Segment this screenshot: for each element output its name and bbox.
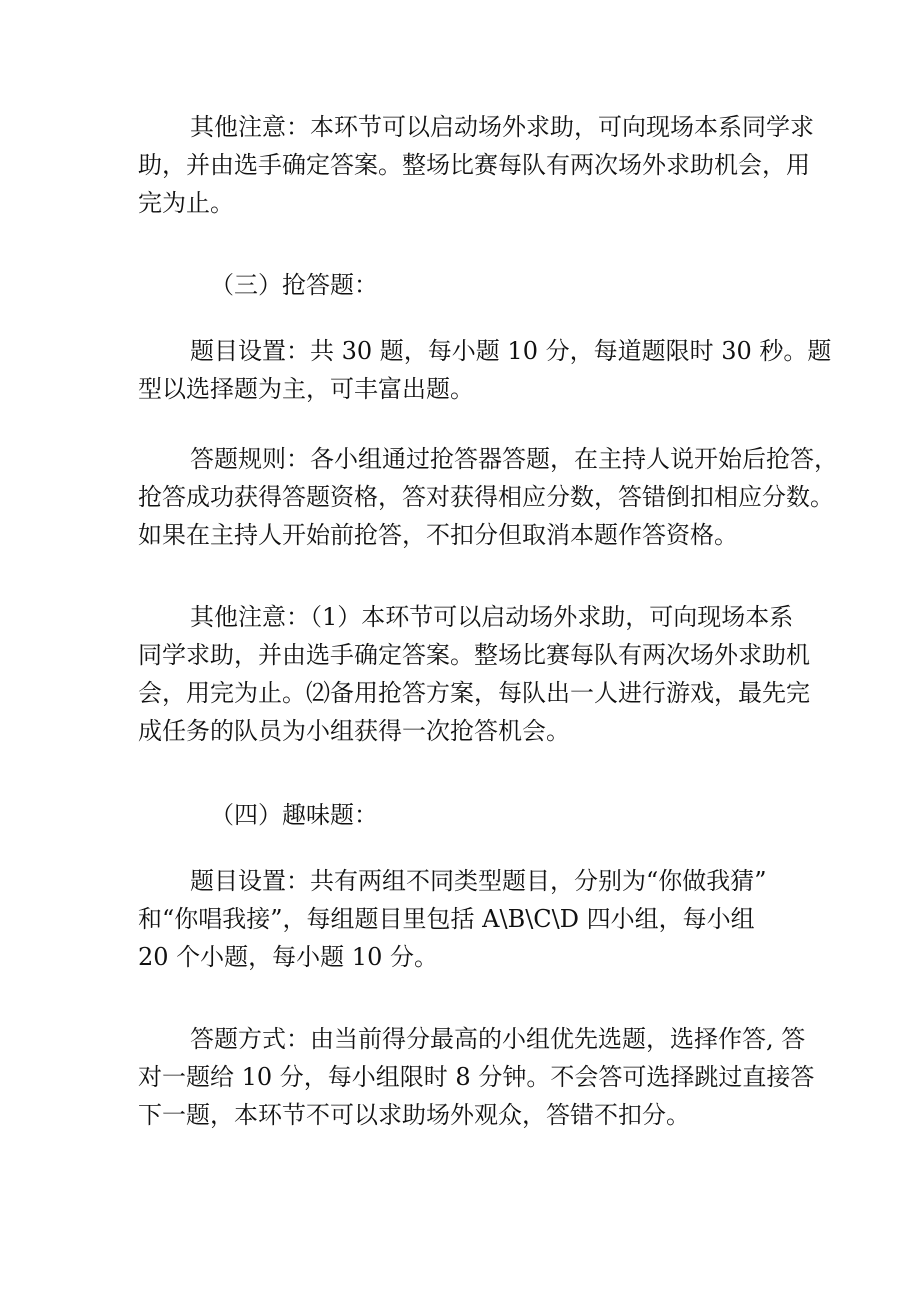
section-heading-four bbox=[138, 796, 788, 834]
text-line: 其他注意：本环节可以启动场外求助，可向现场本系同学求 bbox=[190, 113, 814, 141]
paragraph-question-setup-2 bbox=[138, 862, 788, 976]
text-line: 答题规则：各小组通过抢答器答题，在主持人说开始后抢答， bbox=[190, 445, 838, 473]
text-line: 答题方式：由当前得分最高的小组优先选题，选择作答, 答 bbox=[190, 1025, 806, 1053]
text-line: 抢答成功获得答题资格，答对获得相应分数，答错倒扣相应分数。 bbox=[138, 483, 834, 511]
text-line: 对一题给 10 分，每小组限时 8 分钟。不会答可选择跳过直接答 bbox=[138, 1063, 815, 1091]
text-line: 成任务的队员为小组获得一次抢答机会。 bbox=[138, 717, 570, 745]
paragraph-question-setup-1 bbox=[138, 332, 832, 408]
section-heading-three bbox=[138, 266, 788, 304]
text-line: 如果在主持人开始前抢答，不扣分但取消本题作答资格。 bbox=[138, 521, 738, 549]
paragraph-other-notes-2 bbox=[138, 598, 810, 750]
text-line: 会，用完为止。⑵备用抢答方案，每队出一人进行游戏，最先完 bbox=[138, 679, 810, 707]
heading-text: （四）趣味题： bbox=[210, 801, 378, 829]
text-line: 题目设置：共有两组不同类型题目，分别为“你做我猜” bbox=[190, 867, 767, 895]
text-line: 下一题，本环节不可以求助场外观众，答错不扣分。 bbox=[138, 1101, 690, 1129]
paragraph-answer-method bbox=[138, 1020, 815, 1134]
paragraph-other-notes-1 bbox=[138, 108, 814, 222]
text-line: 助，并由选手确定答案。整场比赛每队有两次场外求助机会，用 bbox=[138, 151, 810, 179]
text-line: 和“你唱我接”，每组题目里包括 A\B\C\D 四小组，每小组 bbox=[138, 905, 755, 933]
text-line: 同学求助，并由选手确定答案。整场比赛每队有两次场外求助机 bbox=[138, 641, 810, 669]
text-line: 型以选择题为主，可丰富出题。 bbox=[138, 375, 474, 403]
heading-text: （三）抢答题： bbox=[210, 271, 378, 299]
text-line: 完为止。 bbox=[138, 189, 234, 217]
text-line: 题目设置：共 30 题，每小题 10 分，每道题限时 30 秒。题 bbox=[190, 337, 832, 365]
text-line: 20 个小题，每小题 10 分。 bbox=[138, 943, 438, 971]
paragraph-answer-rules bbox=[138, 440, 838, 554]
text-line: 其他注意：（1）本环节可以启动场外求助，可向现场本系 bbox=[190, 603, 794, 631]
